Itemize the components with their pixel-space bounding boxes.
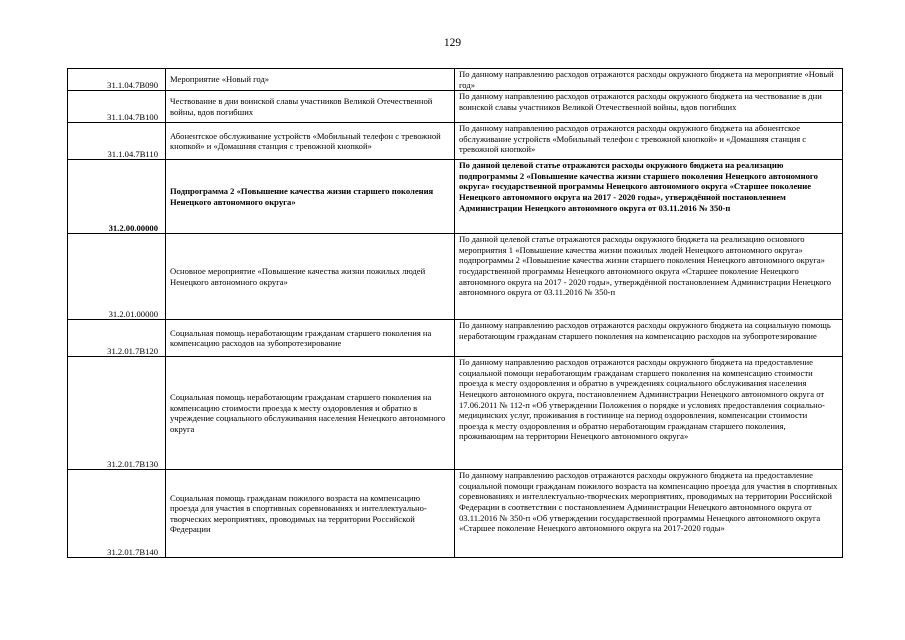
row-code: 31.2.01.00000: [68, 234, 166, 320]
table-row: [68, 357, 843, 470]
row-code: 31.2.01.7В120: [68, 320, 166, 357]
row-description: По данному направлению расходов отражаются расходы окружного бюджета на социальную помощь неработающим гражданам старшего поколения на компенсацию расходов на зубопротезирование: [455, 320, 843, 357]
table-row: [68, 470, 843, 558]
row-code: 31.1.04.7В090: [68, 69, 166, 91]
table-row: [68, 234, 843, 320]
row-description: По данному направлению расходов отражаются расходы окружного бюджета на чествование в дни воинской славы участников Великой Отечественной войны, вдов погибших: [455, 91, 843, 123]
table-row-subprogram: [68, 160, 843, 234]
table-row: [68, 69, 843, 91]
row-code: 31.2.00.00000: [68, 160, 166, 234]
row-name: Абонентское обслуживание устройств «Мобильный телефон с тревожной кнопкой» и «Домашняя станция с тревожной кнопкой»: [166, 123, 455, 160]
row-description: По данной целевой статье отражаются расходы окружного бюджета на реализацию подпрограммы 2 «Повышение качества жизни старшего поколения Ненецкого автономного округа» государственной программы Ненецкого автономного округа «Старшее поколение Ненецкого автономного округа на 2017 - 2020 годы», утверждённой постановлением Администрации Ненецкого автономного округа от 03.11.2016 № 350-п: [455, 160, 843, 234]
row-name: Подпрограмма 2 «Повышение качества жизни старшего поколения Ненецкого автономного округа»: [166, 160, 455, 234]
row-name: Социальная помощь гражданам пожилого возраста на компенсацию проезда для участия в спортивных соревнованиях и интеллектуально-творческих мероприятиях, проводимых на территории Российской Федерации: [166, 470, 455, 558]
row-description: По данному направлению расходов отражаются расходы окружного бюджета на абонентское обслуживание устройств «Мобильный телефон с тревожной кнопкой» и «Домашняя станция с тревожной кнопкой»: [455, 123, 843, 160]
row-name: Основное мероприятие «Повышение качества жизни пожилых людей Ненецкого автономного округа»: [166, 234, 455, 320]
row-description: По данному направлению расходов отражаются расходы окружного бюджета на предоставление социальной помощи гражданам пожилого возраста на компенсацию проезда для участия в спортивных соревнованиях и интеллектуально-творческих мероприятиях, проводимых на территории Российской Федерации в соответствии с постановлением Администрации Ненецкого автономного округа от 03.11.2016 № 350-п «Об утверждении государственной программы Ненецкого автономного округа «Старшее поколение Ненецкого автономного округа на 2017-2020 годы»: [455, 470, 843, 558]
row-code: 31.1.04.7В110: [68, 123, 166, 160]
row-code: 31.2.01.7В130: [68, 357, 166, 470]
page-number: 129: [443, 37, 462, 49]
table-row: [68, 123, 843, 160]
row-code: 31.2.01.7В140: [68, 470, 166, 558]
row-description: По данному направлению расходов отражаются расходы окружного бюджета на мероприятие «Новый год»: [455, 69, 843, 91]
row-name: Социальная помощь неработающим гражданам старшего поколения на компенсацию стоимости проезда к месту оздоровления и обратно в учреждение социального обслуживания населения Ненецкого автономного округа: [166, 357, 455, 470]
row-name: Чествование в дни воинской славы участников Великой Отечественной войны, вдов погибших: [166, 91, 455, 123]
row-description: По данной целевой статье отражаются расходы окружного бюджета на реализацию основного мероприятия 1 «Повышение качества жизни пожилых людей Ненецкого автономного округа» подпрограммы 2 «Повышение качества жизни старшего поколения Ненецкого автономного округа» государственной программы Ненецкого автономного округа «Старшее поколение Ненецкого автономного округа на 2017 - 2020 годы», утверждённой постановлением Администрации Ненецкого автономного округа от 03.11.2016 № 350-п: [455, 234, 843, 320]
table-row: [68, 91, 843, 123]
row-code: 31.1.04.7В100: [68, 91, 166, 123]
row-description: По данному направлению расходов отражаются расходы окружного бюджета на предоставление социальной помощи неработающим гражданам старшего поколения на компенсацию стоимости проезда к месту оздоровления и обратно в учреждениях социального обслуживания населения Ненецкого автономного округа, постановлением Администрации Ненецкого автономного округа от 17.06.2011 № 112-п «Об утверждении Положения о порядке и условиях предоставления социально-медицинских услуг, проживания в гостинице на период оздоровления, компенсации стоимости проезда к месту оздоровления и обратно неработающим гражданам старшего поколения, проживающим на территории Ненецкого автономного округа»: [455, 357, 843, 470]
row-name: Мероприятие «Новый год»: [166, 69, 455, 91]
row-name: Социальная помощь неработающим гражданам старшего поколения на компенсацию расходов на зубопротезирование: [166, 320, 455, 357]
budget-classification-table: [67, 68, 843, 558]
table-row: [68, 320, 843, 357]
